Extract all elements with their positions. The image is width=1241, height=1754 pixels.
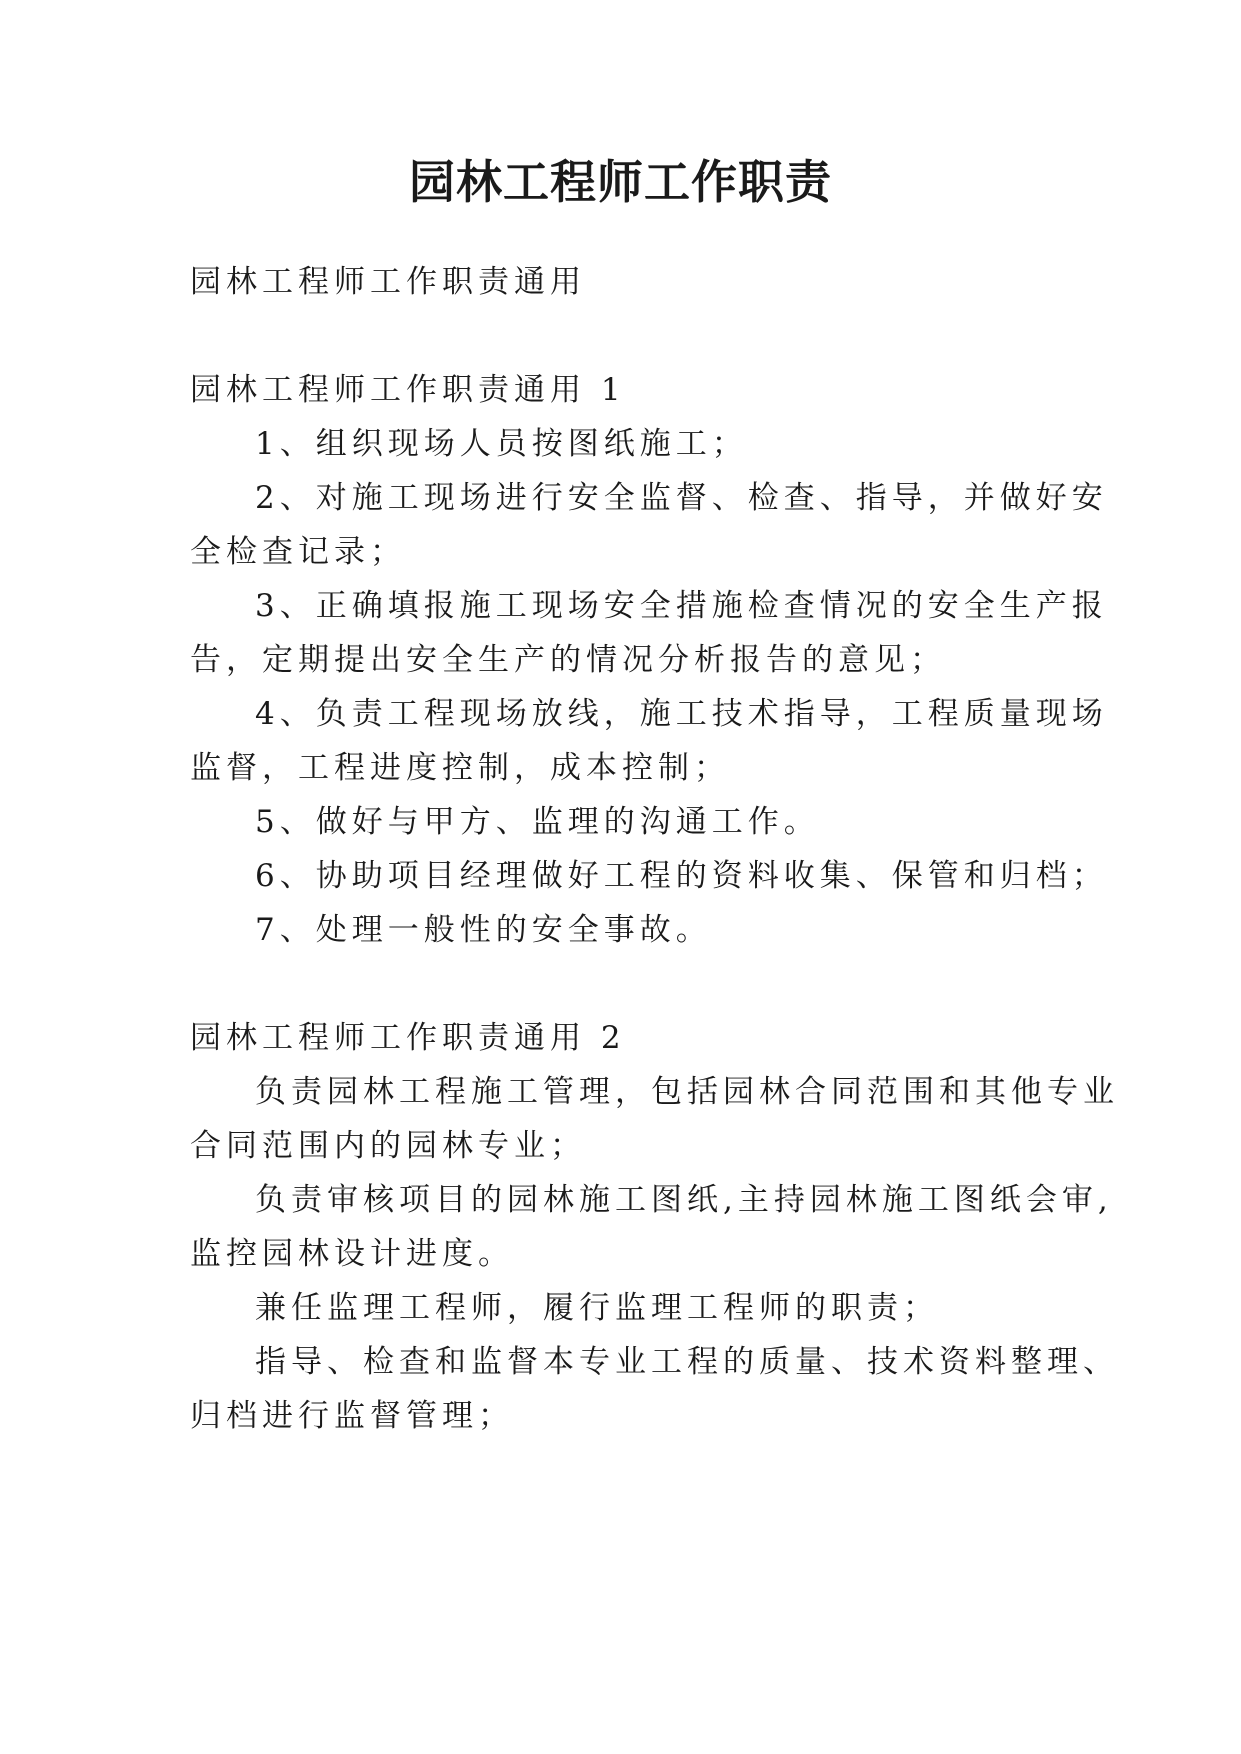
document-subtitle: 园林工程师工作职责通用 [190, 264, 586, 300]
section2-line: 指导、检查和监督本专业工程的质量、技术资料整理、 [255, 1344, 1119, 1380]
section1-line: 告，定期提出安全生产的情况分析报告的意见； [190, 642, 946, 678]
section1-line: 1、组织现场人员按图纸施工； [255, 426, 748, 462]
section1-line: 5、做好与甲方、监理的沟通工作。 [255, 804, 820, 840]
section1-line: 6、协助项目经理做好工程的资料收集、保管和归档； [255, 858, 1108, 894]
section2-line: 兼任监理工程师，履行监理工程师的职责； [255, 1290, 939, 1326]
section2-line: 合同范围内的园林专业； [190, 1128, 586, 1164]
section-heading-1: 园林工程师工作职责通用 1 [190, 372, 626, 408]
section1-line: 全检查记录； [190, 534, 406, 570]
section1-line: 监督，工程进度控制，成本控制； [190, 750, 730, 786]
section2-line: 监控园林设计进度。 [190, 1236, 514, 1272]
section2-line: 归档进行监督管理； [190, 1398, 514, 1434]
section1-line: 7、处理一般性的安全事故。 [255, 912, 712, 948]
section1-line: 4、负责工程现场放线，施工技术指导，工程质量现场 [255, 696, 1108, 732]
section2-line: 负责审核项目的园林施工图纸,主持园林施工图纸会审, [255, 1182, 1113, 1218]
section2-line: 负责园林工程施工管理，包括园林合同范围和其他专业 [255, 1074, 1119, 1110]
section1-line: 2、对施工现场进行安全监督、检查、指导，并做好安 [255, 480, 1108, 516]
document-title: 园林工程师工作职责 [409, 155, 832, 209]
section-heading-2: 园林工程师工作职责通用 2 [190, 1020, 626, 1056]
section1-line: 3、正确填报施工现场安全措施检查情况的安全生产报 [255, 588, 1108, 624]
